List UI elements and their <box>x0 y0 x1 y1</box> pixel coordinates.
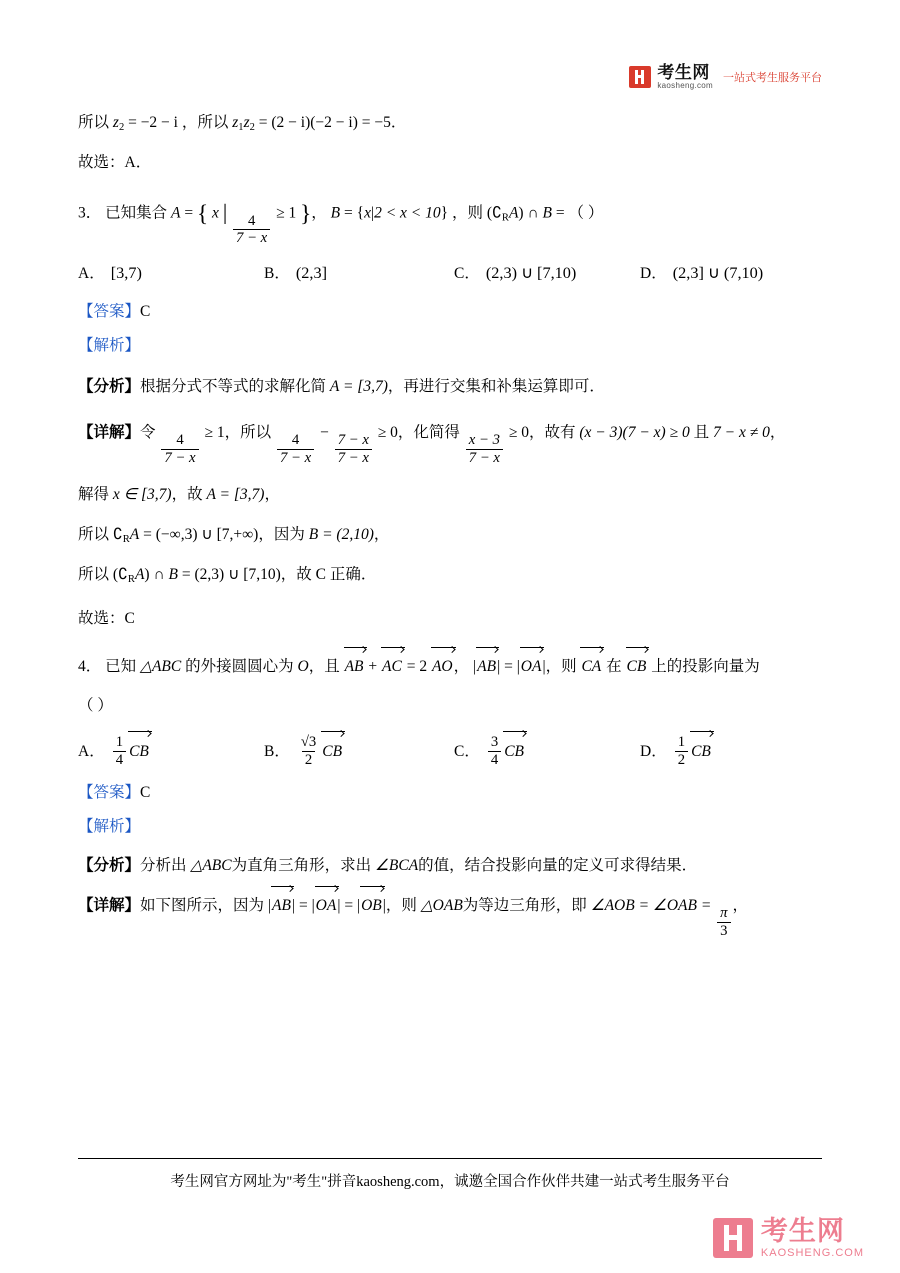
q3-xiangjie-tag: 【详解】 <box>78 423 141 441</box>
q4-abs-ab: |AB| <box>473 658 500 675</box>
q3-b: B <box>542 204 552 222</box>
q4-choice-d-vec: CB <box>690 736 712 767</box>
q4-xiangjie-tag: 【详解】 <box>78 896 141 914</box>
q3-choice-a-label: A． <box>78 264 105 282</box>
q4-plus: + <box>368 657 378 675</box>
q4-xj-eq2: = <box>344 896 354 914</box>
q3-xiangjie-line2 <box>78 480 822 509</box>
q4-choice-a[interactable] <box>78 734 264 768</box>
q3-stem-a: 已知集合 <box>105 204 168 222</box>
q4-answer-value: C <box>140 784 151 802</box>
watermark <box>713 1217 864 1259</box>
q3-xj2-c: ， <box>264 486 280 504</box>
q4-abs-eq: = <box>504 657 513 675</box>
q3-xj-a: 令 <box>140 423 156 441</box>
q3-xj-ne: 7 − x ≠ 0 <box>712 423 770 441</box>
q2-z2: z <box>112 114 119 131</box>
q4-choice-b-vec: CB <box>321 736 343 767</box>
q2-z2b-sub: 2 <box>249 122 255 134</box>
q4-fenxi-a: 分析出 <box>140 857 187 875</box>
q4-choice-a-vec: CB <box>128 736 150 767</box>
q4-stem-e: 在 <box>606 657 622 675</box>
q4-vec-ab: AB <box>344 652 365 681</box>
q4-triangle: △ABC <box>140 657 182 675</box>
q4-xj-abs-ob: |OB| <box>357 897 386 914</box>
q3-bar: | <box>222 200 228 225</box>
q4-answer-tag: 【答案】 <box>78 784 141 802</box>
q4-stem-a: 已知 <box>105 657 137 675</box>
q4-choice-d-frac <box>675 734 688 768</box>
q4-choice-a-label: A． <box>78 742 105 760</box>
q4-xj-b: ，则 <box>385 896 417 914</box>
q4-analysis-header <box>78 812 822 841</box>
q3-xj4-cap: ∩ <box>153 565 165 583</box>
q4-xj-abs-oa: |OA| <box>312 897 341 914</box>
q4-xiangjie <box>78 891 822 940</box>
q3-choice-b-text: (2,3] <box>295 263 328 282</box>
q3-xj-f: ， <box>769 423 786 441</box>
q4-xj-ab: AB <box>271 891 292 920</box>
q3-set-b: B <box>330 204 341 222</box>
q4-answer <box>78 778 822 807</box>
q3-xj2-math2: A = [3,7) <box>206 486 265 504</box>
q3-choice-c[interactable] <box>454 257 640 290</box>
q3-fenxi-a: 根据分式不等式的求解化简 <box>140 378 327 396</box>
q3-xj3-comp-sub: R <box>122 533 130 545</box>
q2-z1: z <box>232 114 239 131</box>
q3-eq-b: = <box>344 204 353 222</box>
q4-choice-b-label: B． <box>264 742 290 760</box>
q4-xj-d: ， <box>732 896 749 914</box>
q3-set-a: A <box>171 204 181 222</box>
q3-xj-d: ，故有 <box>528 423 576 441</box>
q4-vec-ca: CA <box>580 652 602 681</box>
q4-fenxi-b: 为直角三角形，求出 <box>231 857 372 875</box>
footer-divider <box>78 1158 822 1159</box>
watermark-logo-icon <box>713 1218 753 1258</box>
q3-xj3-c: ， <box>373 525 390 543</box>
watermark-title: 考生网 <box>760 1216 845 1247</box>
q3-choice-d[interactable] <box>640 257 763 290</box>
q4-fenxi <box>78 851 822 880</box>
q3-frac-den: 7 − x <box>233 229 270 246</box>
q4-stem <box>78 652 822 681</box>
q2-eq2: = (2 − i)(−2 − i) = −5 <box>258 114 391 131</box>
q3-xj-e: 且 <box>693 423 710 441</box>
q4-fenxi-c: 的值，结合投影向量的定义可求得结果． <box>418 857 698 875</box>
q3-xj3-comp: ∁ <box>112 525 123 543</box>
q3-fenxi-math: A = [3,7) <box>329 378 388 396</box>
q3-xj-b: ，所以 <box>224 423 272 441</box>
logo-slogan: 一站式考生服务平台 <box>723 72 822 85</box>
q3-xj3-eq: = (−∞,3) ∪ [7,+∞) <box>143 525 259 543</box>
footer-text-b: ，诚邀全国合作伙伴共建一站式考生服务平台 <box>439 1174 730 1190</box>
q2-period: ． <box>390 114 407 131</box>
q4-eq2: = 2 <box>406 657 428 675</box>
q3-xj3-b: ，因为 <box>258 525 305 543</box>
q3-choice-c-text: (2,3) ∪ [7,10) <box>485 263 577 282</box>
q3-choice-b-label: B． <box>264 264 290 282</box>
q3-frac-num: 4 <box>247 212 256 229</box>
q3-xj3-B: B = (2,10) <box>308 525 374 543</box>
q3-xj-frac4-den: 7 − x <box>466 449 503 466</box>
q3-xj-frac1-den: 7 − x <box>161 449 198 466</box>
q3-xj-frac3-num: 7 − x <box>337 432 369 449</box>
logo-title: 考生网 <box>657 63 710 82</box>
q4-choice-d-num: 1 <box>677 734 686 751</box>
q3-comp-close: ) <box>518 204 524 222</box>
q3-xj4-a: 所以 <box>78 565 110 583</box>
q3-xiangjie-line1 <box>78 418 822 467</box>
q3-xj2-a: 解得 <box>78 486 110 504</box>
q3-brace-close: } <box>300 200 312 227</box>
q3-choice-c-label: C． <box>454 264 480 282</box>
q4-stem-b: 的外接圆圆心为 <box>185 657 294 675</box>
q3-xj-frac2 <box>277 432 314 466</box>
q3-xj-frac2-num: 4 <box>291 432 300 449</box>
q3-xj-frac1-num: 4 <box>176 432 184 449</box>
q3-xj-frac3-den: 7 − x <box>335 449 372 466</box>
q3-brace-open: { <box>197 200 209 227</box>
q3-answer-tag: 【答案】 <box>78 303 141 321</box>
q3-analysis-header <box>78 331 822 360</box>
q3-braceb-close: } <box>440 204 449 222</box>
q3-equals-blank: = （ ） <box>555 204 604 222</box>
q3-fraction <box>233 213 270 247</box>
q3-fenxi-tag: 【分析】 <box>78 378 141 396</box>
q3-xj4-B: B <box>168 565 179 583</box>
q4-choice-a-num: 1 <box>115 734 124 751</box>
q4-choice-c-den: 4 <box>488 751 501 768</box>
q3-x1: x <box>212 204 219 222</box>
q3-xj-prod: (x − 3)(7 − x) ≥ 0 <box>579 423 690 441</box>
watermark-subtitle: KAOSHENG.COM <box>760 1246 864 1259</box>
q4-choice-b-frac <box>298 734 319 768</box>
q3-choice-b[interactable] <box>264 257 454 290</box>
q4-xj-frac-den: 3 <box>717 922 730 939</box>
q3-xj3-a: 所以 <box>78 525 110 543</box>
q3-xj2-math: x ∈ [3,7) <box>112 486 172 504</box>
q3-xj-ge: ≥ 1 <box>204 423 225 441</box>
q4-xj-a: 如下图所示，因为 <box>140 896 265 914</box>
logo-text <box>657 64 713 90</box>
q4-xj-oab: △OAB <box>420 896 463 914</box>
q4-vec-cb: CB <box>626 652 648 681</box>
q4-xj-eq1: = <box>298 896 308 914</box>
q4-choice-b[interactable] <box>264 734 454 768</box>
q4-vec-ac: AC <box>381 652 403 681</box>
q3-xj4-b: ，故 C 正确． <box>280 565 377 583</box>
q3-xj-frac3 <box>335 432 372 466</box>
q3-ge1: ≥ 1 <box>276 204 297 222</box>
q3-comma: ， <box>311 204 327 222</box>
q4-choice-c-label: C． <box>454 742 480 760</box>
q4-choice-c-frac <box>488 734 501 768</box>
q3-xj4-sub: R <box>127 574 135 586</box>
q3-xj-frac1 <box>161 432 198 466</box>
q3-xj-ge0: ≥ 0 <box>377 423 398 441</box>
q4-choices <box>78 734 822 768</box>
q3-xj2-b: ，故 <box>171 486 203 504</box>
q3-comp-open: (∁ <box>486 204 502 222</box>
q4-choice-c-vec: CB <box>503 736 525 767</box>
q2-result-line <box>78 108 822 138</box>
logo-icon <box>629 66 651 88</box>
q3-stem <box>78 192 822 247</box>
q4-choice-c-num: 3 <box>490 734 499 751</box>
q4-fenxi-angle: ∠BCA <box>375 857 419 875</box>
q3-bar2: | <box>370 204 375 222</box>
q4-choice-a-frac <box>113 734 126 768</box>
q2-eq1: = −2 − i <box>128 114 178 131</box>
q3-choice-d-text: (2,3] ∪ (7,10) <box>672 263 764 282</box>
q4-O: O <box>297 657 309 675</box>
q3-final-answer: 故选：C <box>78 610 135 628</box>
footer-link: kaosheng.com <box>356 1174 440 1190</box>
q4-choice-c[interactable] <box>454 734 640 768</box>
q4-choice-d[interactable] <box>640 734 712 768</box>
q3-choices <box>78 257 822 290</box>
q4-fenxi-tri: △ABC <box>190 857 232 875</box>
document-content <box>78 108 822 949</box>
watermark-text <box>761 1217 864 1259</box>
logo-subtitle: kaosheng.com <box>657 80 713 90</box>
q2-z1-sub: 1 <box>238 122 244 134</box>
q3-xj-frac4 <box>466 432 503 466</box>
q3-x2: x <box>364 204 371 222</box>
q2-z2-sub: 2 <box>118 122 125 134</box>
q4-xj-angles: ∠AOB = ∠OAB = <box>590 896 712 914</box>
site-logo <box>629 64 822 90</box>
q3-xj-frac2-den: 7 − x <box>277 449 314 466</box>
q3-choice-a[interactable] <box>78 257 264 290</box>
q3-fenxi-b: ，再进行交集和补集运算即可． <box>387 378 605 396</box>
q4-xj-frac <box>717 905 730 939</box>
q4-choice-d-den: 2 <box>675 751 688 768</box>
q3-comp-a: A <box>508 204 519 222</box>
q4-choice-b-den: 2 <box>302 751 315 768</box>
q4-stem-c: ，且 <box>308 657 340 675</box>
q4-blank: （ ） <box>78 696 113 714</box>
q3-xj-c: ，化简得 <box>397 423 460 441</box>
q4-xj-abs-ab: |AB| <box>268 897 295 914</box>
q3-xj4-close: ) <box>144 565 150 583</box>
q4-xj-ob: OB <box>360 891 383 920</box>
q4-abs-oa: |OA| <box>517 658 546 675</box>
q3-answer <box>78 297 822 326</box>
q4-comma: ， <box>453 657 470 675</box>
q3-choice-a-text: [3,7) <box>110 263 142 282</box>
q3-xj4-open: (∁ <box>112 565 128 583</box>
q3-cap: ∩ <box>527 204 539 222</box>
q3-eq: = <box>184 204 194 222</box>
q2-answer-line: 故选：A． <box>78 154 152 172</box>
q4-choice-d-label: D． <box>640 742 667 760</box>
q3-choice-d-label: D． <box>640 264 667 282</box>
q3-number: 3． <box>78 204 102 222</box>
q3-xj-minus: − <box>320 423 329 441</box>
q2-prefix: 所以 <box>78 114 110 131</box>
q3-answer-value: C <box>140 303 151 321</box>
q4-choice-a-den: 4 <box>113 751 126 768</box>
q4-choice-b-num: √3 <box>300 734 317 751</box>
q4-xj-frac-num: π <box>720 905 728 922</box>
q3-xj-ge0b: ≥ 0 <box>508 423 529 441</box>
q3-analysis-tag: 【解析】 <box>78 336 141 354</box>
q3-cond: 2 < x < 10 <box>374 204 441 222</box>
q3-xiangjie-line4 <box>78 560 822 590</box>
q4-number: 4． <box>78 657 102 675</box>
footer-text-a: 考生网官方网址为"考生"拼音 <box>170 1174 357 1190</box>
q4-stem-d: ，则 <box>545 657 577 675</box>
q3-xj3-A: A <box>129 525 140 543</box>
q4-analysis-tag: 【解析】 <box>78 817 141 835</box>
q4-xj-c: 为等边三角形，即 <box>462 896 587 914</box>
q2-mid: ，所以 <box>181 114 229 131</box>
q2-z2b: z <box>243 114 250 131</box>
q3-xiangjie-line3 <box>78 520 822 550</box>
q4-abs-ab-inner: AB <box>476 652 497 681</box>
q3-braceb-open: { <box>356 204 365 222</box>
q3-then: ，则 <box>451 204 483 222</box>
q4-stem-f: 上的投影向量为 <box>651 657 760 675</box>
q4-vec-ao: AO <box>431 652 454 681</box>
q4-abs-oa-inner: OA <box>520 652 543 681</box>
q4-fenxi-tag: 【分析】 <box>78 857 141 875</box>
q4-xj-oa: OA <box>315 891 338 920</box>
q3-xj4-eq: = (2,3) ∪ [7,10) <box>181 565 281 583</box>
q3-xj-frac4-num: x − 3 <box>468 432 500 449</box>
q3-xj4-A: A <box>134 565 145 583</box>
q3-fenxi <box>78 372 822 401</box>
footer-text <box>0 1170 900 1191</box>
q3-comp-sub: R <box>501 212 509 224</box>
